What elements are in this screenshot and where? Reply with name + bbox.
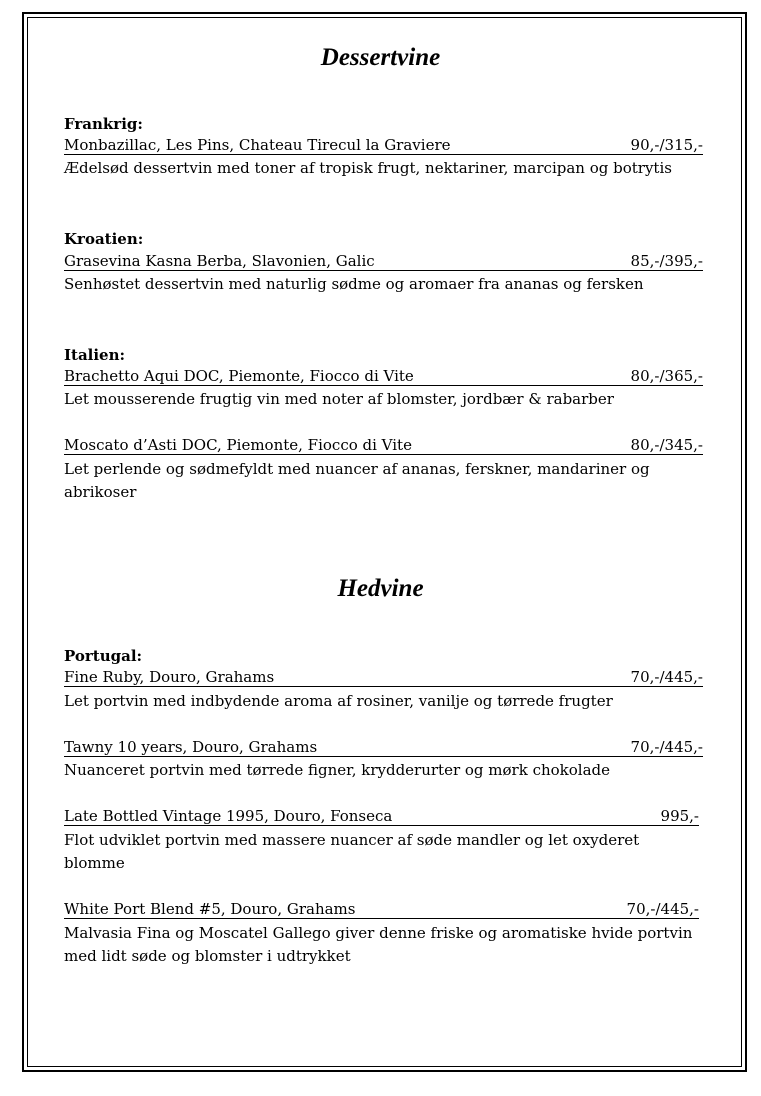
country-heading-portugal: Portugal: [64,647,143,665]
wine-description: Let perlende og sødmefyldt med nuancer af ananas, ferskner, mandariner og abrikoser [64,460,650,501]
wine-item-white-port [64,899,699,919]
wine-name: Late Bottled Vintage 1995, Douro, Fonseca [64,807,393,825]
wine-description: Flot udviklet portvin med massere nuancer af søde mandler og let oxyderet blomme [64,831,640,872]
wine-name: Fine Ruby, Douro, Grahams [64,668,275,686]
wine-price: 70,-/445,- [630,738,703,756]
wine-description: Malvasia Fina og Moscatel Gallego giver denne friske og aromatiske hvide portvin med lidt søde og blomster i udtrykket [64,924,693,965]
wine-name: Grasevina Kasna Berba, Slavonien, Galic [64,252,375,270]
country-heading-kroatien: Kroatien: [64,230,144,248]
wine-price: 90,-/315,- [630,136,703,154]
wine-item-tawny [64,737,703,757]
wine-price: 70,-/445,- [626,900,699,918]
wine-name: White Port Blend #5, Douro, Grahams [64,900,356,918]
wine-item-fine-ruby [64,667,703,687]
wine-name: Tawny 10 years, Douro, Grahams [64,738,318,756]
wine-item-grasevina [64,251,703,271]
wine-item-monbazillac [64,135,703,155]
wine-item-moscato [64,435,703,455]
wine-price: 80,-/345,- [630,436,703,454]
wine-description: Ædelsød dessertvin med toner af tropisk frugt, nektariner, marcipan og botrytis [64,159,672,177]
section-title-hedvine: Hedvine [337,575,424,602]
wine-price: 80,-/365,- [630,367,703,385]
wine-item-late-bottled-vintage [64,806,699,826]
wine-item-brachetto [64,366,703,386]
wine-price: 70,-/445,- [630,668,703,686]
wine-description: Let portvin med indbydende aroma af rosiner, vanilje og tørrede frugter [64,692,613,710]
wine-price: 85,-/395,- [630,252,703,270]
wine-name: Monbazillac, Les Pins, Chateau Tirecul la Graviere [64,136,451,154]
wine-description: Senhøstet dessertvin med naturlig sødme og aromaer fra ananas og fersken [64,275,644,293]
section-title-dessertvine: Dessertvine [320,44,441,71]
country-heading-italien: Italien: [64,346,126,364]
wine-name: Brachetto Aqui DOC, Piemonte, Fiocco di Vite [64,367,414,385]
wine-price: 995,- [660,807,699,825]
wine-description: Let mousserende frugtig vin med noter af blomster, jordbær & rabarber [64,390,614,408]
wine-description: Nuanceret portvin med tørrede figner, krydderurter og mørk chokolade [64,761,611,779]
country-heading-frankrig: Frankrig: [64,115,143,133]
wine-name: Moscato d’Asti DOC, Piemonte, Fiocco di Vite [64,436,412,454]
